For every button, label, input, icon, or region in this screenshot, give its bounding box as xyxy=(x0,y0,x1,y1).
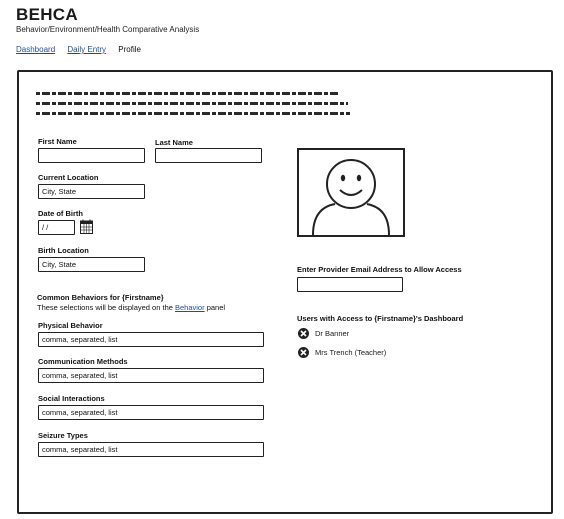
last-name-field[interactable] xyxy=(155,148,262,163)
communication-methods-label: Communication Methods xyxy=(38,357,128,366)
nav-dashboard[interactable]: Dashboard xyxy=(16,45,56,54)
app-subtitle: Behavior/Environment/Health Comparative Analysis xyxy=(16,25,200,34)
social-interactions-field[interactable]: comma, separated, list xyxy=(38,405,264,420)
smiley-avatar-icon xyxy=(299,150,403,235)
profile-photo[interactable] xyxy=(297,148,405,237)
current-location-field[interactable]: City, State xyxy=(38,184,145,199)
profile-panel xyxy=(17,70,553,514)
provider-email-input[interactable] xyxy=(301,280,399,289)
dob-label: Date of Birth xyxy=(38,209,83,218)
physical-behavior-label: Physical Behavior xyxy=(38,321,103,330)
current-location-label: Current Location xyxy=(38,173,99,182)
last-name-label: Last Name xyxy=(155,138,193,147)
communication-methods-field[interactable]: comma, separated, list xyxy=(38,368,264,383)
x-circle-icon[interactable] xyxy=(298,328,309,339)
birth-location-label: Birth Location xyxy=(38,246,89,255)
birth-location-field[interactable]: City, State xyxy=(38,257,145,272)
placeholder-text-line xyxy=(36,112,350,115)
first-name-input[interactable] xyxy=(42,151,141,160)
app-title: BEHCA xyxy=(16,5,78,24)
provider-email-label: Enter Provider Email Address to Allow Access xyxy=(297,265,462,274)
access-user-name: Mrs Trench (Teacher) xyxy=(315,348,387,357)
access-user-item xyxy=(298,347,386,358)
access-users-heading: Users with Access to {Firstname}'s Dashboard xyxy=(297,314,464,323)
nav-daily-entry[interactable]: Daily Entry xyxy=(67,45,107,54)
top-nav xyxy=(16,45,141,54)
seizure-types-label: Seizure Types xyxy=(38,431,88,440)
behaviors-note xyxy=(37,303,225,312)
first-name-field[interactable] xyxy=(38,148,145,163)
x-circle-icon[interactable] xyxy=(298,347,309,358)
nav-profile[interactable]: Profile xyxy=(118,45,141,54)
physical-behavior-field[interactable]: comma, separated, list xyxy=(38,332,264,347)
behaviors-heading: Common Behaviors for {Firstname} xyxy=(37,293,164,302)
seizure-types-field[interactable]: comma, separated, list xyxy=(38,442,264,457)
provider-email-field[interactable] xyxy=(297,277,403,292)
access-user-item xyxy=(298,328,349,339)
access-user-name: Dr Banner xyxy=(315,329,350,338)
placeholder-text-line xyxy=(36,92,338,95)
behaviors-note-prefix: These selections will be displayed on the xyxy=(37,303,175,312)
placeholder-text-line xyxy=(36,102,348,105)
last-name-input[interactable] xyxy=(159,151,258,160)
behavior-panel-link[interactable]: Behavior xyxy=(175,303,205,312)
first-name-label: First Name xyxy=(38,137,77,146)
dob-field[interactable]: / / xyxy=(38,220,75,235)
calendar-icon[interactable] xyxy=(80,219,93,234)
behaviors-note-suffix: panel xyxy=(204,303,226,312)
social-interactions-label: Social Interactions xyxy=(38,394,105,403)
